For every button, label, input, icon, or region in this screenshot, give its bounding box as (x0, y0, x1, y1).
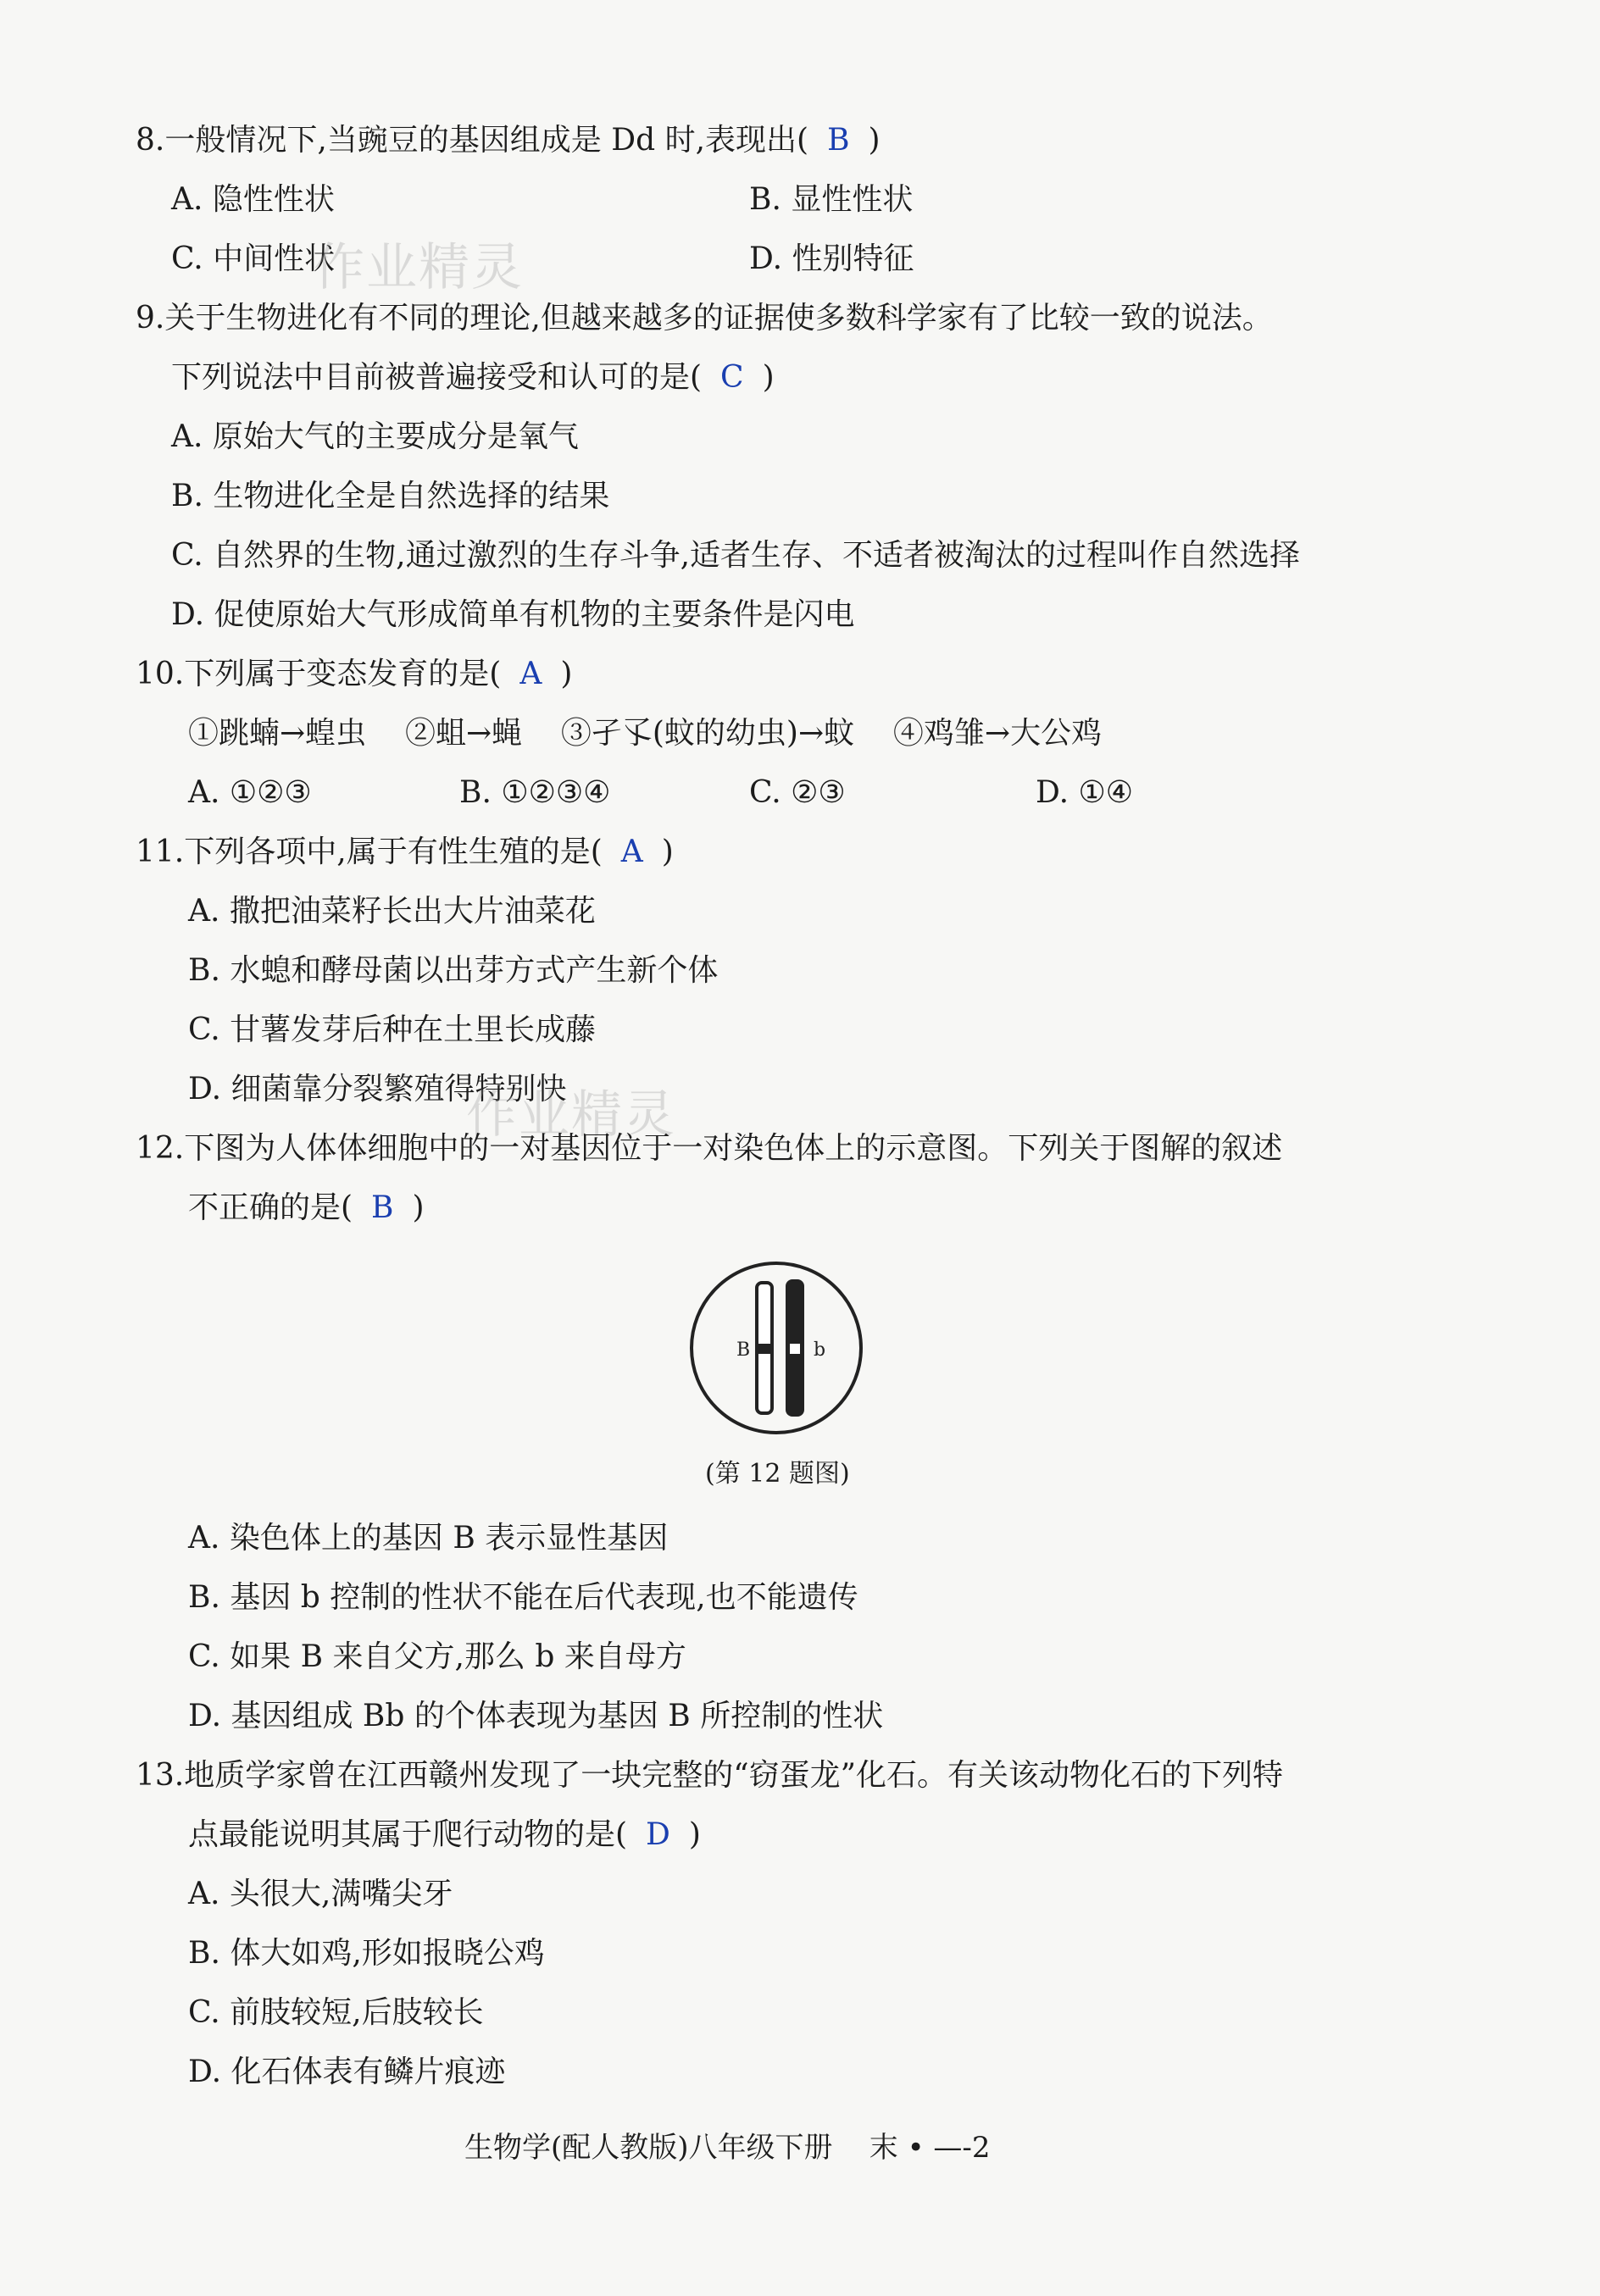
q10-option-b: B. ①②③④ (459, 775, 611, 810)
q13-answer: D (646, 1817, 670, 1852)
q8-option-d: D. 性别特征 (749, 241, 914, 276)
q12-option-c: C. 如果 B 来自父方,那么 b 来自母方 (188, 1639, 686, 1674)
q12-stem-line2 (188, 1188, 425, 1228)
q11-stem-text: 11.下列各项中,属于有性生殖的是( (136, 835, 603, 869)
q8-answer: B (827, 123, 850, 158)
q12-stem-line1: 12.下图为人体体细胞中的一对基因位于一对染色体上的示意图。下列关于图解的叙述 (136, 1131, 1283, 1166)
q12-option-a: A. 染色体上的基因 B 表示显性基因 (188, 1521, 669, 1556)
q8-option-c: C. 中间性状 (171, 241, 336, 276)
q13-stem-line2 (188, 1815, 701, 1855)
q8-stem (136, 120, 881, 161)
q11-option-b: B. 水螅和酵母菌以出芽方式产生新个体 (188, 953, 719, 988)
q10-answer: A (519, 657, 542, 691)
q9-option-b: B. 生物进化全是自然选择的结果 (171, 479, 610, 513)
q13-option-d: D. 化石体表有鳞片痕迹 (188, 2055, 506, 2089)
q10-stem-close: ) (560, 657, 573, 691)
q12-stem-close: ) (412, 1190, 425, 1225)
gene-band-B (757, 1344, 772, 1354)
q13-option-b: B. 体大如鸡,形如报晓公鸡 (188, 1936, 545, 1971)
q12-answer: B (371, 1190, 394, 1225)
q9-stem-line1: 9.关于生物进化有不同的理论,但越来越多的证据使多数科学家有了比较一致的说法。 (136, 301, 1273, 336)
q13-option-c: C. 前肢较短,后肢较长 (188, 1995, 484, 2030)
q11-option-c: C. 甘薯发芽后种在土里长成藤 (188, 1012, 597, 1047)
q9-stem-line2 (171, 358, 775, 398)
q8-option-b: B. 显性性状 (749, 182, 914, 217)
q11-option-d: D. 细菌靠分裂繁殖得特别快 (188, 1072, 567, 1106)
q9-option-d: D. 促使原始大气形成简单有机物的主要条件是闪电 (171, 597, 855, 632)
watermark-2: 作业精灵 (466, 1085, 676, 1145)
q10-option-a: A. ①②③ (188, 775, 312, 810)
gene-band-b (790, 1344, 800, 1354)
gene-label-b: b (814, 1339, 826, 1361)
gene-label-B: B (736, 1339, 751, 1361)
figure-caption: (第 12 题图) (705, 1459, 850, 1489)
q12-option-b: B. 基因 b 控制的性状不能在后代表现,也不能遗传 (188, 1580, 858, 1615)
q10-stem (136, 654, 572, 695)
q11-answer: A (620, 835, 643, 869)
q9-stem-close: ) (762, 360, 775, 395)
q12-stem-text: 不正确的是( (188, 1190, 353, 1225)
q9-option-a: A. 原始大气的主要成分是氧气 (171, 419, 579, 454)
q11-stem-close: ) (661, 835, 674, 869)
q13-option-a: A. 头很大,满嘴尖牙 (188, 1877, 453, 1911)
cell-outline (692, 1263, 861, 1433)
q11-stem (136, 832, 674, 873)
q9-answer: C (720, 360, 744, 395)
q13-stem-line1: 13.地质学家曾在江西赣州发现了一块完整的“窃蛋龙”化石。有关该动物化石的下列特 (136, 1758, 1284, 1793)
q10-option-d: D. ①④ (1036, 775, 1134, 810)
q9-option-c: C. 自然界的生物,通过激烈的生存斗争,适者生存、不适者被淘汰的过程叫作自然选择 (171, 538, 1301, 573)
q8-stem-close: ) (868, 123, 881, 158)
page-footer: 生物学(配人教版)八年级下册 末 • —-2 (464, 2131, 991, 2165)
q10-stem-text: 10.下列属于变态发育的是( (136, 657, 502, 691)
q8-option-a: A. 隐性性状 (171, 182, 335, 217)
q13-stem-text: 点最能说明其属于爬行动物的是( (188, 1817, 628, 1852)
chromosome-diagram (681, 1259, 871, 1437)
q10-items: ①跳蝻→蝗虫 ②蛆→蝇 ③孑孓(蚊的幼虫)→蚊 ④鸡雏→大公鸡 (188, 716, 1103, 751)
q13-stem-close: ) (688, 1817, 701, 1852)
q12-option-d: D. 基因组成 Bb 的个体表现为基因 B 所控制的性状 (188, 1699, 884, 1733)
q11-option-a: A. 撒把油菜籽长出大片油菜花 (188, 894, 596, 929)
q9-stem-text: 下列说法中目前被普遍接受和认可的是( (171, 360, 703, 395)
q10-option-c: C. ②③ (749, 775, 846, 810)
q8-stem-text: 8.一般情况下,当豌豆的基因组成是 Dd 时,表现出( (136, 123, 809, 158)
watermark: 作业精灵 (314, 238, 524, 297)
